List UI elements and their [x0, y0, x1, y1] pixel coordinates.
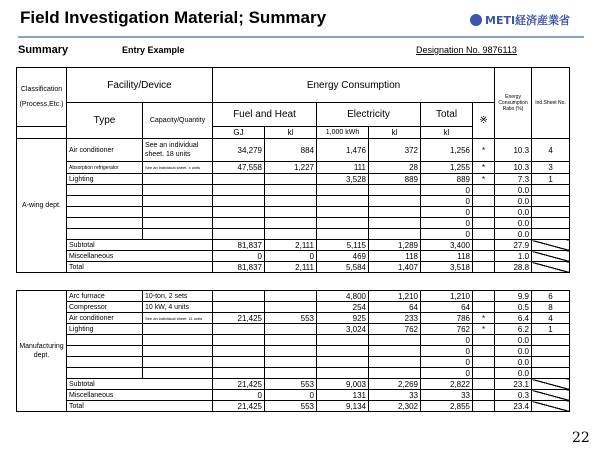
elec-kl: [369, 229, 421, 240]
sheet-no: [532, 357, 570, 368]
sheet-no-blank: [532, 251, 570, 262]
subtotal-label: Subtotal: [67, 240, 213, 251]
star-mark: [473, 379, 495, 390]
ratio-pct: 0.0: [495, 207, 532, 218]
total-kl: 1,256: [421, 139, 473, 162]
total-kl: 786: [421, 313, 473, 324]
device-capacity: [143, 324, 213, 335]
sheet-no-blank: [532, 262, 570, 273]
star-mark: *: [473, 139, 495, 162]
total-kl: 3,400: [421, 240, 473, 251]
fuel-heat-header: Fuel and Heat: [213, 103, 317, 127]
star-mark: [473, 218, 495, 229]
elec-kl: 2,302: [369, 401, 421, 412]
sheet-no: 1: [532, 324, 570, 335]
device-type: [67, 207, 143, 218]
fuel-kl: [265, 196, 317, 207]
fuel-gj: 81,837: [213, 262, 265, 273]
table-row: [17, 162, 570, 174]
fuel-gj: 34,279: [213, 139, 265, 162]
total-label: Total: [67, 401, 213, 412]
fuel-gj: 21,425: [213, 313, 265, 324]
ratio-pct: 23.4: [495, 401, 532, 412]
fuel-kl: [265, 218, 317, 229]
elec-kwh: [317, 368, 369, 379]
elec-kl: [369, 368, 421, 379]
total-kl: 889: [421, 174, 473, 185]
elec-kl: [369, 207, 421, 218]
ratio-pct: 0.0: [495, 185, 532, 196]
device-capacity: See an individual sheet. 18 units: [143, 139, 213, 162]
sheet-no: 4: [532, 139, 570, 162]
device-type: [67, 335, 143, 346]
table-header: [17, 68, 570, 139]
fuel-kl: 1,227: [265, 162, 317, 174]
fuel-gj: 21,425: [213, 401, 265, 412]
elec-kwh: [317, 357, 369, 368]
ratio-pct: 28.8: [495, 262, 532, 273]
unit-gj: GJ: [213, 127, 265, 139]
sheet-no: [532, 185, 570, 196]
fuel-kl: [265, 302, 317, 313]
elec-kwh: [317, 207, 369, 218]
star-mark: [473, 346, 495, 357]
device-type: [67, 229, 143, 240]
device-capacity: [143, 207, 213, 218]
star-mark: [473, 240, 495, 251]
fuel-kl: [265, 185, 317, 196]
fuel-kl: 2,111: [265, 262, 317, 273]
star-mark: [473, 262, 495, 273]
ratio-pct: 1.0: [495, 251, 532, 262]
ratio-pct: 0.3: [495, 390, 532, 401]
total-kl: 1,255: [421, 162, 473, 174]
device-type: [67, 357, 143, 368]
device-capacity: [143, 229, 213, 240]
table-row: [17, 139, 570, 162]
elec-kwh: 5,584: [317, 262, 369, 273]
total-kl: 0: [421, 196, 473, 207]
table-row: [17, 185, 570, 196]
total-kl: 1,210: [421, 291, 473, 302]
manufacturing-table: [16, 290, 570, 412]
fuel-kl: 553: [265, 379, 317, 390]
sheet-no: 6: [532, 291, 570, 302]
meti-logo: [470, 12, 570, 28]
subtotal-row: [17, 379, 570, 390]
elec-kl: [369, 196, 421, 207]
table-row: [17, 368, 570, 379]
ratio-pct: 0.0: [495, 368, 532, 379]
unit-kl-total: kl: [421, 127, 473, 139]
elec-kl: 28: [369, 162, 421, 174]
misc-label: Miscellaneous: [67, 390, 213, 401]
ind-sheet-no-header: Ind.Sheet No.: [532, 68, 570, 139]
fuel-gj: 81,837: [213, 240, 265, 251]
elec-kl: 33: [369, 390, 421, 401]
elec-kl: 64: [369, 302, 421, 313]
ratio-pct: 7.3: [495, 174, 532, 185]
total-kl: 0: [421, 368, 473, 379]
ratio-pct: 0.0: [495, 357, 532, 368]
star-mark: [473, 207, 495, 218]
elec-kl: 762: [369, 324, 421, 335]
sheet-no-blank: [532, 379, 570, 390]
energy-consumption-header: Energy Consumption: [213, 68, 495, 103]
device-type: Compressor: [67, 302, 143, 313]
page-title: Field Investigation Material; Summary: [20, 8, 327, 27]
summary-label: Summary: [18, 44, 69, 56]
fuel-gj: [213, 357, 265, 368]
manufacturing-body: [17, 291, 570, 412]
table-row: [17, 196, 570, 207]
fuel-gj: 0: [213, 390, 265, 401]
misc-row: [17, 390, 570, 401]
unit-kl-fuel: kl: [265, 127, 317, 139]
unit-kwh: 1,000 kWh: [317, 127, 369, 139]
device-type: [67, 346, 143, 357]
title-rule: [18, 36, 584, 38]
device-capacity: [143, 174, 213, 185]
a-wing-table: [16, 67, 570, 273]
device-capacity: See an individual sheet. 11 units: [143, 313, 213, 324]
ratio-pct: 0.0: [495, 196, 532, 207]
facility-device-header: Facility/Device: [67, 68, 213, 103]
fuel-kl: 2,111: [265, 240, 317, 251]
ratio-pct: 0.0: [495, 218, 532, 229]
fuel-kl: [265, 346, 317, 357]
total-kl: 762: [421, 324, 473, 335]
elec-kwh: 3,528: [317, 174, 369, 185]
elec-kwh: 9,134: [317, 401, 369, 412]
dept-label: A-wing dept.: [17, 139, 67, 273]
type-header: Type: [67, 103, 143, 139]
device-type: Lighting: [67, 174, 143, 185]
elec-kwh: [317, 196, 369, 207]
device-type: [67, 368, 143, 379]
elec-kl: 1,289: [369, 240, 421, 251]
total-kl: 0: [421, 357, 473, 368]
sheet-no: [532, 346, 570, 357]
fuel-kl: [265, 207, 317, 218]
device-capacity: [143, 346, 213, 357]
elec-kwh: [317, 185, 369, 196]
elec-kl: 889: [369, 174, 421, 185]
device-capacity: [143, 185, 213, 196]
total-kl: 118: [421, 251, 473, 262]
table-row: [17, 291, 570, 302]
star-mark: [473, 291, 495, 302]
unit-kl-elec: kl: [369, 127, 421, 139]
total-kl: 64: [421, 302, 473, 313]
sheet-no-blank: [532, 240, 570, 251]
sheet-no: 4: [532, 313, 570, 324]
star-mark: [473, 302, 495, 313]
star-mark: *: [473, 324, 495, 335]
elec-kwh: 111: [317, 162, 369, 174]
misc-row: [17, 251, 570, 262]
fuel-gj: [213, 346, 265, 357]
sheet-no: [532, 218, 570, 229]
table-row: [17, 324, 570, 335]
total-kl: 0: [421, 207, 473, 218]
total-kl: 3,518: [421, 262, 473, 273]
star-mark: [473, 368, 495, 379]
star-mark: [473, 357, 495, 368]
fuel-gj: [213, 229, 265, 240]
device-type: [67, 218, 143, 229]
ratio-pct: 10.3: [495, 162, 532, 174]
fuel-gj: 0: [213, 251, 265, 262]
device-capacity: See an individual sheet. x units: [143, 162, 213, 174]
fuel-kl: 884: [265, 139, 317, 162]
table-row: [17, 207, 570, 218]
device-capacity: [143, 196, 213, 207]
meti-logo-text: METI経済産業省: [485, 14, 571, 27]
fuel-gj: [213, 291, 265, 302]
device-capacity: [143, 218, 213, 229]
star-mark: *: [473, 313, 495, 324]
total-kl: 0: [421, 346, 473, 357]
device-capacity: [143, 368, 213, 379]
sheet-no: [532, 196, 570, 207]
fuel-kl: [265, 174, 317, 185]
total-label: Total: [67, 262, 213, 273]
star-mark: *: [473, 162, 495, 174]
elec-kl: [369, 185, 421, 196]
elec-kl: 2,269: [369, 379, 421, 390]
table-row: [17, 218, 570, 229]
star-mark: [473, 185, 495, 196]
elec-kl: [369, 357, 421, 368]
device-type: Air conditioner: [67, 313, 143, 324]
elec-kwh: 4,800: [317, 291, 369, 302]
fuel-kl: [265, 335, 317, 346]
total-row: [17, 262, 570, 273]
elec-kwh: 469: [317, 251, 369, 262]
star-header: ※: [473, 103, 495, 139]
fuel-kl: [265, 324, 317, 335]
designation-number: Designation No. 9876113: [416, 45, 517, 55]
star-mark: [473, 229, 495, 240]
classification-header: Classification (Process,Etc.): [17, 68, 67, 127]
elec-kl: [369, 346, 421, 357]
ratio-pct: 0.0: [495, 229, 532, 240]
ratio-pct: 10.3: [495, 139, 532, 162]
device-capacity: 10 kW, 4 units: [143, 302, 213, 313]
device-type: Air conditioner: [67, 139, 143, 162]
elec-kwh: 1,476: [317, 139, 369, 162]
ratio-pct: 6.2: [495, 324, 532, 335]
ratio-pct: 27.9: [495, 240, 532, 251]
total-row: [17, 401, 570, 412]
table-row: [17, 313, 570, 324]
fuel-gj: [213, 174, 265, 185]
elec-kl: [369, 218, 421, 229]
fuel-gj: [213, 207, 265, 218]
classification-header-cont: [17, 127, 67, 139]
fuel-kl: 0: [265, 251, 317, 262]
sheet-no: [532, 368, 570, 379]
table-row: [17, 346, 570, 357]
star-mark: [473, 251, 495, 262]
sheet-no: 1: [532, 174, 570, 185]
elec-kwh: 3,024: [317, 324, 369, 335]
star-mark: [473, 335, 495, 346]
total-kl: 0: [421, 229, 473, 240]
fuel-kl: 553: [265, 313, 317, 324]
star-mark: [473, 390, 495, 401]
elec-kwh: [317, 335, 369, 346]
sheet-no-blank: [532, 401, 570, 412]
total-kl: 0: [421, 185, 473, 196]
fuel-kl: [265, 368, 317, 379]
electricity-header: Electricity: [317, 103, 421, 127]
subtotal-label: Subtotal: [67, 379, 213, 390]
fuel-gj: 47,558: [213, 162, 265, 174]
table-row: [17, 174, 570, 185]
elec-kl: 1,210: [369, 291, 421, 302]
fuel-gj: [213, 218, 265, 229]
ratio-pct: 0.0: [495, 335, 532, 346]
fuel-kl: [265, 291, 317, 302]
elec-kwh: 5,115: [317, 240, 369, 251]
misc-label: Miscellaneous: [67, 251, 213, 262]
device-type: [67, 185, 143, 196]
fuel-gj: [213, 335, 265, 346]
total-kl: 0: [421, 335, 473, 346]
table-row: [17, 335, 570, 346]
device-type: Arc furnace: [67, 291, 143, 302]
ratio-pct: 0.0: [495, 346, 532, 357]
total-kl: 33: [421, 390, 473, 401]
elec-kwh: 925: [317, 313, 369, 324]
table-row: [17, 357, 570, 368]
ratio-pct: 9.9: [495, 291, 532, 302]
device-type: Absorption refrigerator: [67, 162, 143, 174]
table-row: [17, 229, 570, 240]
fuel-kl: [265, 229, 317, 240]
elec-kwh: 9,003: [317, 379, 369, 390]
device-capacity: [143, 357, 213, 368]
elec-kwh: [317, 229, 369, 240]
star-mark: [473, 196, 495, 207]
device-capacity: 10-ton, 2 sets: [143, 291, 213, 302]
page-number: 22: [572, 430, 590, 446]
fuel-kl: [265, 357, 317, 368]
fuel-kl: 553: [265, 401, 317, 412]
elec-kwh: 254: [317, 302, 369, 313]
elec-kl: 118: [369, 251, 421, 262]
total-header: Total: [421, 103, 473, 127]
meti-logo-icon: [470, 14, 482, 26]
fuel-gj: [213, 368, 265, 379]
fuel-gj: [213, 185, 265, 196]
elec-kwh: 131: [317, 390, 369, 401]
elec-kl: 1,407: [369, 262, 421, 273]
sheet-no: [532, 229, 570, 240]
table-row: [17, 302, 570, 313]
fuel-kl: 0: [265, 390, 317, 401]
elec-kl: [369, 335, 421, 346]
total-kl: 0: [421, 218, 473, 229]
elec-kwh: [317, 218, 369, 229]
ratio-pct: 0.5: [495, 302, 532, 313]
subtotal-row: [17, 240, 570, 251]
device-type: Lighting: [67, 324, 143, 335]
ratio-pct: 23.1: [495, 379, 532, 390]
fuel-gj: [213, 196, 265, 207]
fuel-gj: [213, 324, 265, 335]
fuel-gj: [213, 302, 265, 313]
elec-kl: 372: [369, 139, 421, 162]
elec-kwh: [317, 346, 369, 357]
capacity-header: Capacity/Quantity: [143, 103, 213, 139]
star-mark: [473, 401, 495, 412]
a-wing-body: [17, 139, 570, 273]
device-type: [67, 196, 143, 207]
sheet-no: [532, 207, 570, 218]
star-mark: *: [473, 174, 495, 185]
device-capacity: [143, 335, 213, 346]
sheet-no: [532, 335, 570, 346]
entry-example-label: Entry Example: [122, 45, 185, 55]
energy-ratio-header: Energy Consumption Ratio (%): [495, 68, 532, 139]
sheet-no: 8: [532, 302, 570, 313]
ratio-pct: 6.4: [495, 313, 532, 324]
sheet-no: 3: [532, 162, 570, 174]
dept-label: Manufacturing dept.: [17, 291, 67, 412]
total-kl: 2,855: [421, 401, 473, 412]
total-kl: 2,822: [421, 379, 473, 390]
elec-kl: 233: [369, 313, 421, 324]
sheet-no-blank: [532, 390, 570, 401]
fuel-gj: 21,425: [213, 379, 265, 390]
